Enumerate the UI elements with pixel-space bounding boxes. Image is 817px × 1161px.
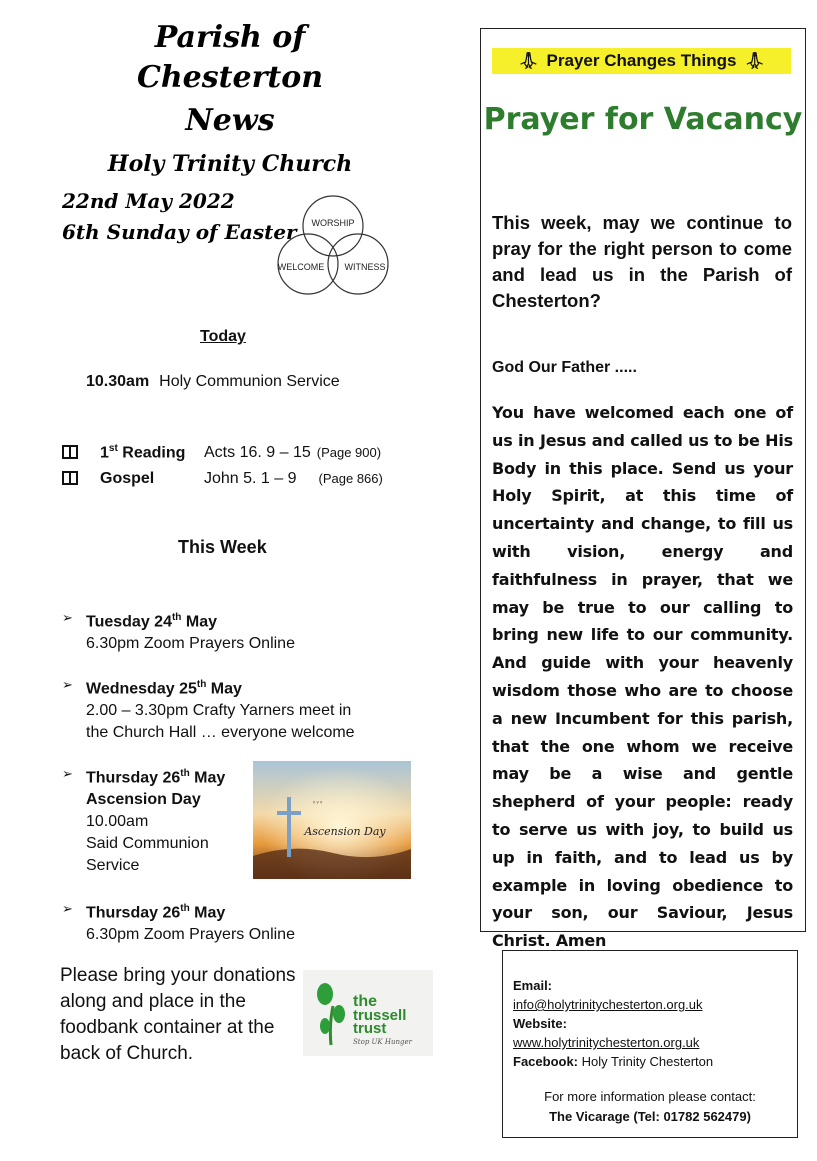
event-date: Wednesday 25th May [86,679,242,698]
event-detail: 2.00 – 3.30pm Crafty Yarners meet in [86,702,352,720]
email-link[interactable]: info@holytrinitychesterton.org.uk [513,997,703,1012]
venn-witness-label: WITNESS [344,262,386,272]
event-detail: 6.30pm Zoom Prayers Online [86,926,295,944]
logo-trust: trust [353,1020,387,1037]
website-link[interactable]: www.holytrinitychesterton.org.uk [513,1035,700,1050]
prayer-for-vacancy-title: Prayer for Vacancy [483,102,803,137]
prayer-body: You have welcomed each one of us in Jesus and called us to be His Body in this place. Send us your Holy Spirit, at this time of uncertainty and change, to fill us with vision, energy and faithfulness in prayer, that we may be true to our calling to bring new life to our community. And guide with your heavenly wisdom those who are to choose a new Incumbent for this parish, that the one whom we receive may be a wise and gentle shepherd of your people: ready to serve us with joy, to build us up in faith, and to lead us by example in loving obedience to your son, our Saviour, Jesus Christ. Amen [492,403,793,951]
email-label: Email: [513,978,553,993]
facebook-name: Holy Trinity Chesterton [578,1054,714,1069]
arrow-bullet-icon: ➢ [62,677,73,692]
prayer-intro: This week, may we continue to pray for the right person to come and lead us in the Parish of Chesterton? [492,212,792,311]
prayer-changes-things-banner [492,48,791,74]
reading-gospel [62,469,383,488]
event-item [62,607,295,655]
today-service [86,373,340,391]
reading-page: (Page 900) [316,445,382,461]
reading-reference: Acts 16. 9 – 15 [204,444,311,462]
event-subtitle: Ascension Day [86,791,201,809]
venn-worship-label: WORSHIP [311,218,355,228]
issue-date: 22nd May 2022 [62,189,235,213]
event-detail: the Church Hall … everyone welcome [86,724,355,742]
more-info-text: For more information please contact: [544,1089,756,1104]
facebook-label: Facebook: [513,1054,579,1069]
logo-tagline: Stop UK Hunger [353,1038,412,1046]
trussell-trust-logo [303,970,433,1056]
masthead [60,18,400,184]
arrow-bullet-icon: ➢ [62,901,73,916]
reading-reference: John 5. 1 – 9 [204,470,297,487]
banner-text: Prayer Changes Things [546,51,737,70]
church-name: Holy Trinity Church [107,151,353,177]
logo-the: the [353,993,377,1010]
date-block [62,186,297,248]
this-week-heading: This Week [178,537,267,557]
venn-welcome-label: WELCOME [277,262,325,272]
logo-trussell: trussell [353,1007,407,1024]
arrow-bullet-icon: ➢ [62,610,73,625]
reading-first [62,443,381,462]
event-detail: 6.30pm Zoom Prayers Online [86,635,295,653]
website-label: Website: [513,1016,567,1031]
news-title: News [185,103,275,138]
ascension-day-image [253,761,411,879]
ascension-image-caption: Ascension Day [304,825,386,838]
book-icon [62,471,78,485]
event-detail: Said Communion [86,835,209,853]
event-item [62,674,355,744]
today-heading: Today [200,328,246,345]
foodbank-appeal-text: Please bring your donations along and place in the foodbank container at the back of Church. [60,965,296,1064]
worship-welcome-witness-logo [263,184,401,302]
event-date: Tuesday 24th May [86,612,217,631]
contact-box [502,950,798,1138]
book-icon [62,445,78,459]
event-date: Thursday 26th May [86,903,226,922]
event-detail: 10.00am [86,813,149,831]
svg-text:ᵛ ᵛ ᵛ: ᵛ ᵛ ᵛ [313,801,323,807]
event-date: Thursday 26th May [86,768,226,787]
event-item [62,763,225,877]
event-item [62,898,295,946]
arrow-bullet-icon: ➢ [62,766,73,781]
praying-hands-icon: 🙏︎ [518,53,539,70]
service-time: 10.30am [86,373,150,390]
event-detail: Service [86,857,140,875]
parish-title: Parish of Chesterton [136,20,324,95]
reading-label: 1st Reading [100,443,186,462]
vicarage-contact: The Vicarage (Tel: 01782 562479) [549,1109,751,1124]
liturgical-sunday: 6th Sunday of Easter [62,220,297,244]
service-name: Holy Communion Service [159,373,340,390]
prayer-opening: God Our Father ..... [492,359,637,376]
praying-hands-icon: 🙏︎ [744,53,765,70]
reading-page: (Page 866) [318,471,383,486]
reading-label: Gospel [100,470,155,487]
